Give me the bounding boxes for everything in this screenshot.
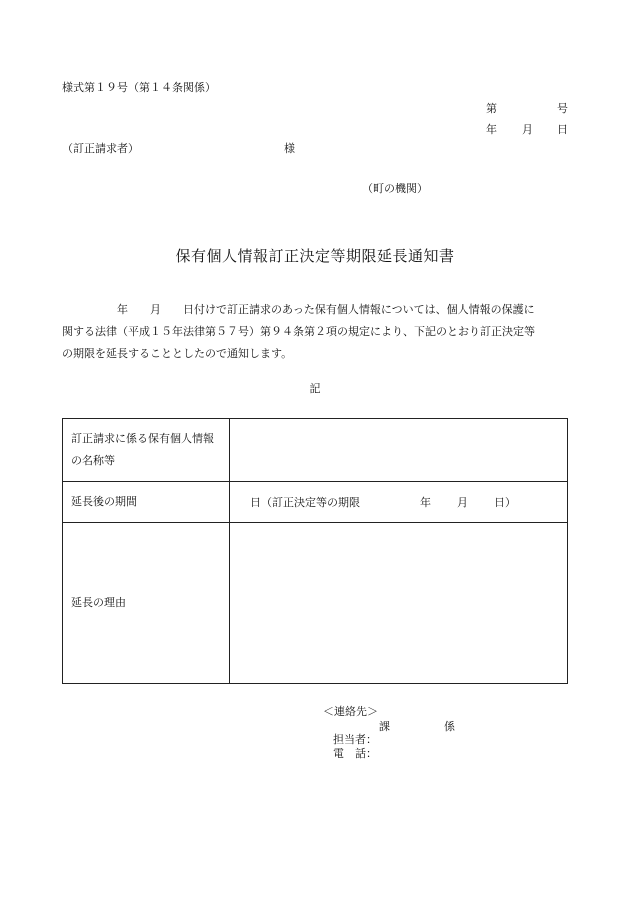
- contact-heading: ＜連絡先＞: [323, 705, 378, 718]
- deadline-day: 日）: [494, 496, 516, 509]
- addressee-honorific: 様: [284, 142, 295, 155]
- information-name-field[interactable]: [230, 419, 568, 482]
- table-row-information-name: [63, 419, 568, 482]
- information-name-label-line-2: の名称等: [71, 454, 115, 467]
- reason-label: 延長の理由: [63, 523, 230, 684]
- contact-phone-label: 電 話：: [333, 747, 377, 760]
- reason-field[interactable]: [230, 523, 568, 684]
- extended-period-days: 日（訂正決定等の期限: [250, 496, 360, 509]
- information-name-label: [63, 419, 230, 482]
- date-month: 月: [522, 123, 533, 136]
- deadline-month: 月: [457, 496, 468, 509]
- notice-body-line-2: 関する法律（平成１５年法律第５７号）第９４条第２項の規定により、下記のとおり訂正決定等: [62, 325, 535, 338]
- page-title: 保有個人情報訂正決定等期限延長通知書: [175, 247, 455, 265]
- contact-section: 係: [444, 720, 455, 733]
- date-year: 年: [486, 123, 497, 136]
- table-row-reason: [63, 523, 568, 684]
- extended-period-label: 延長後の期間: [63, 482, 230, 523]
- ki-heading: 記: [309, 382, 321, 395]
- contact-department: 課: [379, 720, 390, 733]
- document-number-suffix: 号: [557, 102, 568, 115]
- date-day: 日: [557, 123, 568, 136]
- extended-period-field[interactable]: [230, 482, 568, 523]
- table-row-extended-period: [63, 482, 568, 523]
- notice-body: [62, 299, 572, 365]
- extension-details-table: [62, 418, 568, 684]
- form-reference: 様式第１９号（第１４条関係）: [62, 81, 216, 94]
- contact-person-label: 担当者：: [333, 733, 377, 746]
- addressee-label: （訂正請求者）: [62, 142, 139, 155]
- information-name-label-line-1: 訂正請求に係る保有個人情報: [71, 432, 214, 445]
- notice-body-line-1: 年 月 日付けで訂正請求のあった保有個人情報については、個人情報の保護に: [62, 303, 535, 316]
- deadline-year: 年: [420, 496, 431, 509]
- notice-body-line-3: の期限を延長することとしたので通知します。: [62, 347, 293, 360]
- document-number-prefix: 第: [486, 102, 497, 115]
- issuer-label: （町の機関）: [362, 182, 428, 195]
